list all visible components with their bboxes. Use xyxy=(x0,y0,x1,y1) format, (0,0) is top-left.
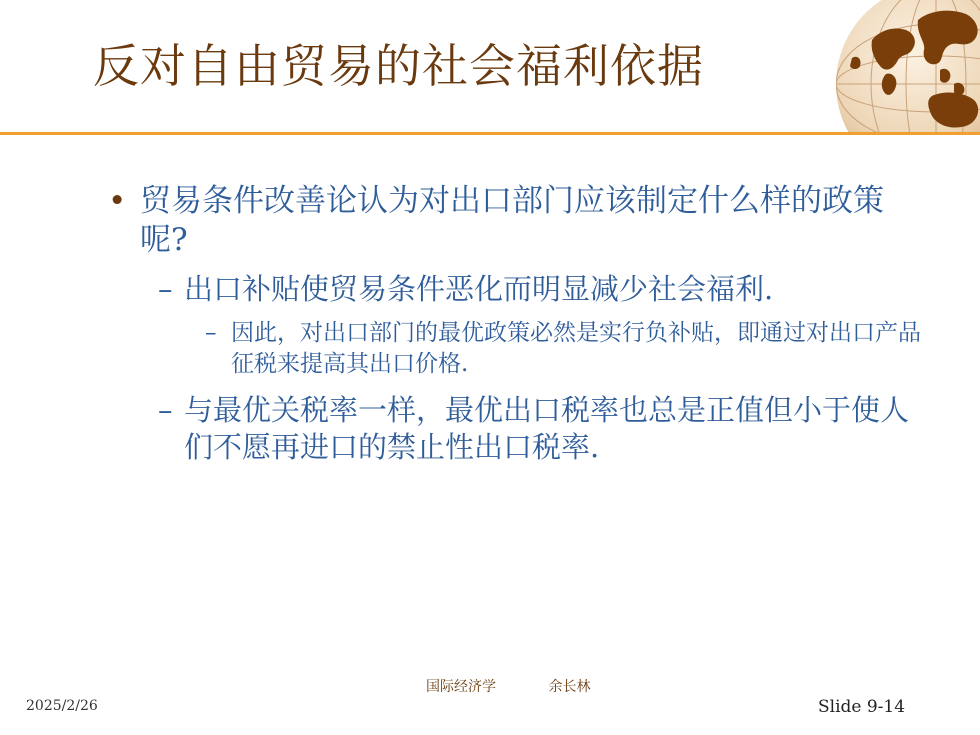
footer-date: 2025/2/26 xyxy=(26,698,98,714)
slide-number: Slide 9-14 xyxy=(818,697,906,717)
bullet-icon: • xyxy=(108,183,127,219)
sub-sub-bullet xyxy=(205,318,925,380)
sub-bullet-text: 与最优关税率一样，最优出口税率也总是正值但小于使人们不愿再进口的禁止性出口税率. xyxy=(184,393,910,464)
globe-icon xyxy=(832,0,980,134)
author-name: 余长林 xyxy=(548,679,591,695)
dash-icon: – xyxy=(158,272,173,306)
footer-course xyxy=(426,676,590,696)
sub-bullet xyxy=(158,392,918,466)
sub-bullet xyxy=(158,271,918,308)
title-divider xyxy=(0,132,980,135)
slide-title: 反对自由贸易的社会福利依据 xyxy=(93,39,704,93)
sub-sub-bullet-text: 因此，对出口部门的最优政策必然是实行负补贴，即通过对出口产品征税来提高其出口价格. xyxy=(231,320,921,377)
dash-icon: – xyxy=(158,393,173,427)
bullet-text: 贸易条件改善论认为对出口部门应该制定什么样的政策呢? xyxy=(140,183,884,258)
sub-bullet-text: 出口补贴使贸易条件恶化而明显减少社会福利. xyxy=(184,272,774,306)
course-name: 国际经济学 xyxy=(426,679,496,695)
bullet-level1 xyxy=(108,182,928,260)
dash-icon: – xyxy=(205,320,217,346)
